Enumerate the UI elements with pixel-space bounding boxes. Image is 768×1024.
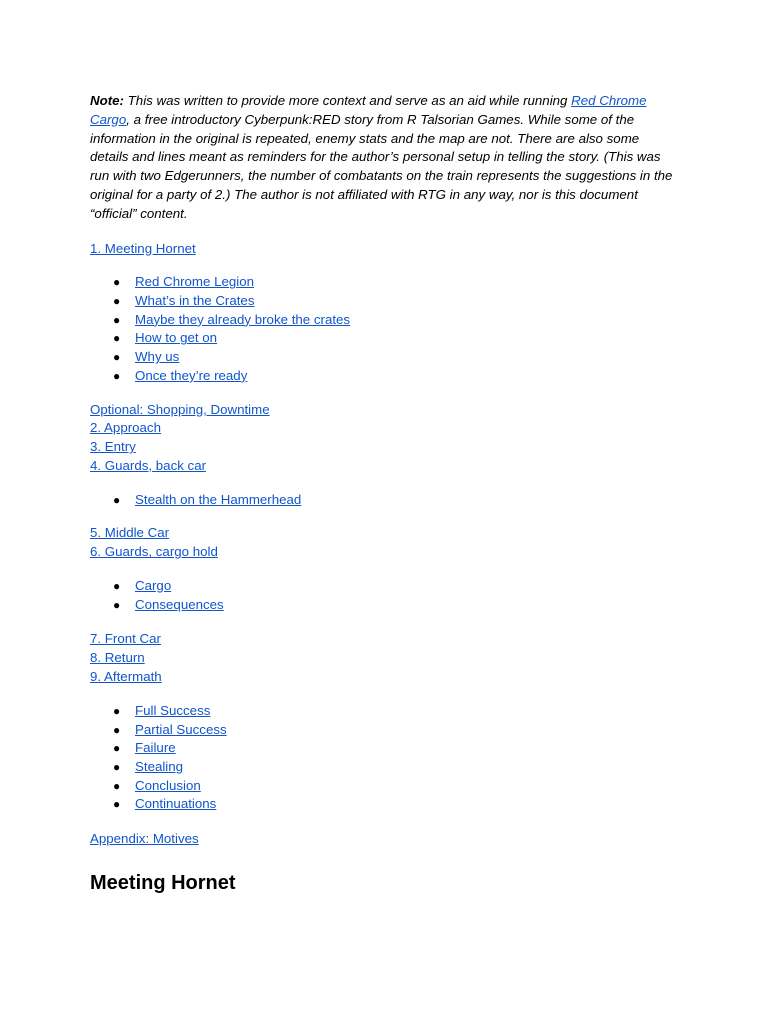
toc-sublist-section-1: [90, 273, 674, 385]
toc-link-maybe-broke-crates[interactable]: Maybe they already broke the crates: [135, 311, 351, 327]
bullet-icon: ●: [113, 331, 121, 346]
toc-subitem: [90, 577, 674, 596]
bullet-icon: ●: [113, 275, 121, 290]
toc-sublist-section-4: [90, 491, 674, 510]
toc-link-cargo[interactable]: Cargo: [135, 578, 172, 594]
toc-link-consequences[interactable]: Consequences: [135, 596, 224, 612]
toc-subitem: [90, 721, 674, 740]
toc-link-why-us[interactable]: Why us: [135, 349, 180, 365]
toc-link-full-success[interactable]: Full Success: [135, 702, 211, 718]
toc-link-front-car[interactable]: 7. Front Car: [90, 631, 161, 647]
toc-appendix: [90, 830, 674, 849]
toc-link-middle-car[interactable]: 5. Middle Car: [90, 525, 170, 541]
toc-sublist-section-6: [90, 577, 674, 614]
toc-link-continuations[interactable]: Continuations: [135, 796, 217, 812]
toc-link-appendix-motives[interactable]: Appendix: Motives: [90, 831, 199, 847]
bullet-icon: ●: [113, 492, 121, 507]
toc-link-stealth-hammerhead[interactable]: Stealth on the Hammerhead: [135, 491, 302, 507]
toc-section-7: [90, 630, 674, 649]
bullet-icon: ●: [113, 368, 121, 383]
toc-subitem: [90, 348, 674, 367]
note-text-intro: This was written to provide more context and serve as an aid while running: [123, 93, 572, 108]
toc-subitem: [90, 777, 674, 796]
bullet-icon: ●: [113, 312, 121, 327]
toc-section-2: [90, 419, 674, 438]
toc-link-partial-success[interactable]: Partial Success: [135, 721, 227, 737]
toc-section-4: [90, 457, 674, 476]
toc-sublist-section-9: [90, 702, 674, 814]
toc-link-guards-cargo-hold[interactable]: 6. Guards, cargo hold: [90, 544, 218, 560]
bullet-icon: ●: [113, 579, 121, 594]
toc-optional: [90, 401, 674, 420]
bullet-icon: ●: [113, 778, 121, 793]
toc-subitem: [90, 292, 674, 311]
section-heading-meeting-hornet: Meeting Hornet: [90, 871, 236, 894]
toc-subitem: [90, 329, 674, 348]
toc-link-stealing[interactable]: Stealing: [135, 758, 184, 774]
toc-link-once-theyre-ready[interactable]: Once they’re ready: [135, 367, 248, 383]
bullet-icon: ●: [113, 759, 121, 774]
toc-link-how-to-get-on[interactable]: How to get on: [135, 330, 218, 346]
toc-subitem: [90, 739, 674, 758]
bullet-icon: ●: [113, 741, 121, 756]
note-paragraph: [90, 92, 674, 224]
toc-section-3: [90, 438, 674, 457]
toc-section-5: [90, 524, 674, 543]
toc-subitem: [90, 758, 674, 777]
toc-subitem: [90, 273, 674, 292]
toc-link-optional-shopping[interactable]: Optional: Shopping, Downtime: [90, 401, 270, 417]
toc-section-6: [90, 543, 674, 562]
document-page: [90, 92, 674, 895]
toc-link-meeting-hornet[interactable]: 1. Meeting Hornet: [90, 240, 196, 256]
bullet-icon: ●: [113, 722, 121, 737]
note-label: Note:: [90, 93, 124, 108]
toc-link-red-chrome-legion[interactable]: Red Chrome Legion: [135, 274, 255, 290]
toc-link-guards-back-car[interactable]: 4. Guards, back car: [90, 457, 207, 473]
toc-link-whats-in-the-crates[interactable]: What’s in the Crates: [135, 293, 255, 309]
toc-section-1: [90, 240, 674, 259]
toc-link-failure[interactable]: Failure: [135, 740, 176, 756]
toc-link-approach[interactable]: 2. Approach: [90, 420, 161, 436]
toc-section-8: [90, 649, 674, 668]
bullet-icon: ●: [113, 797, 121, 812]
bullet-icon: ●: [113, 294, 121, 309]
toc-link-return[interactable]: 8. Return: [90, 650, 145, 666]
toc-subitem: [90, 795, 674, 814]
toc-link-aftermath[interactable]: 9. Aftermath: [90, 669, 162, 685]
red-chrome-cargo-link[interactable]: Red Chrome Cargo: [90, 93, 647, 127]
toc-subitem: [90, 367, 674, 386]
bullet-icon: ●: [113, 597, 121, 612]
toc-subitem: [90, 702, 674, 721]
toc-subitem: [90, 311, 674, 330]
toc-subitem: [90, 596, 674, 615]
toc-link-entry[interactable]: 3. Entry: [90, 439, 136, 455]
note-text-body: , a free introductory Cyberpunk:RED story from R Talsorian Games. While some of the information in the original is repeated, enemy stats and the map are not. There are also some details and lines meant as reminders for the author’s personal setup in telling the story. (This was run with two Edgerunners, the number of combatants on the train represents the suggestions in the original for a party of 2.) The author is not affiliated with RTG in any way, nor is this document “official” content.: [90, 111, 673, 221]
bullet-icon: ●: [113, 703, 121, 718]
toc-subitem: [90, 491, 674, 510]
toc-link-conclusion[interactable]: Conclusion: [135, 777, 201, 793]
bullet-icon: ●: [113, 350, 121, 365]
toc-section-9: [90, 668, 674, 687]
